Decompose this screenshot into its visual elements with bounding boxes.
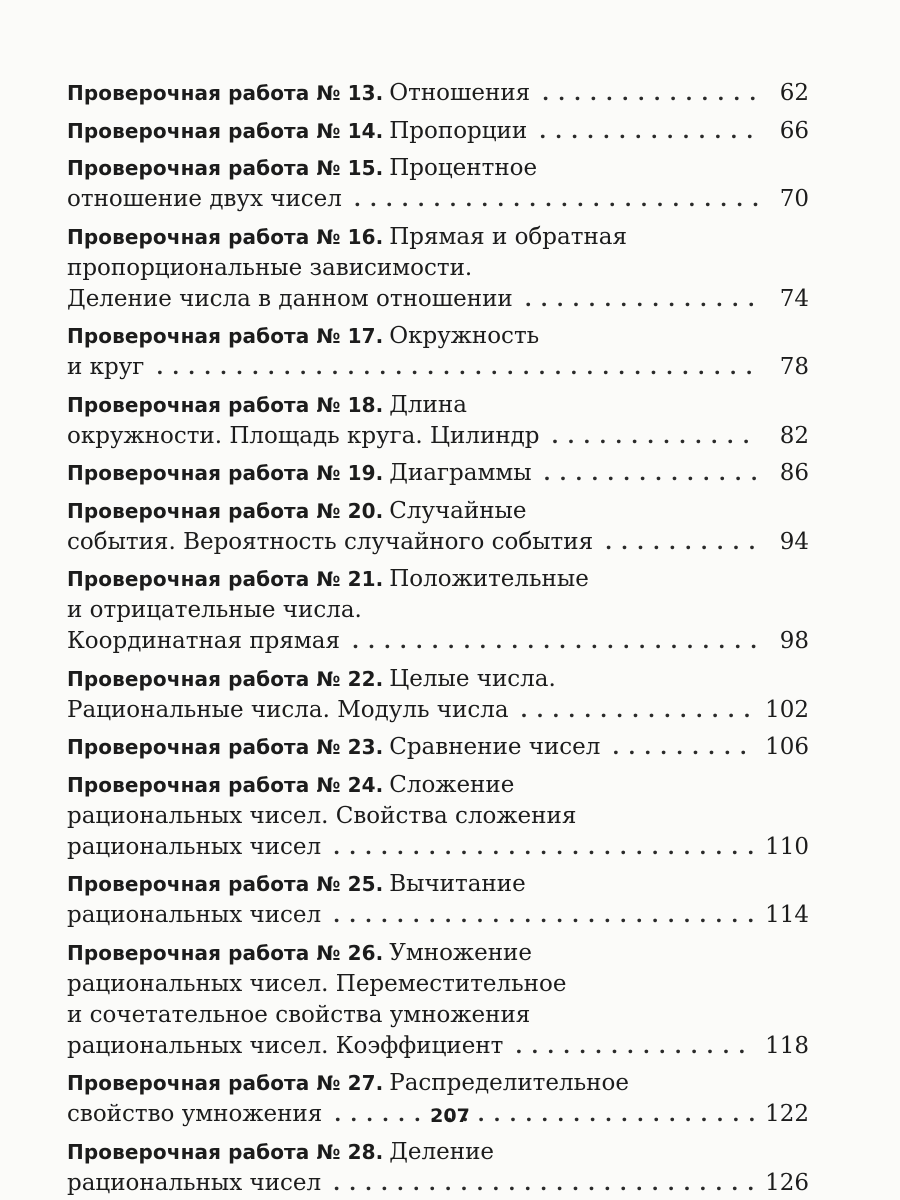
- dot-leader: [333, 832, 755, 863]
- toc-entry-text: [67, 352, 144, 383]
- toc-entry-line: [67, 969, 809, 1000]
- toc-entry: [67, 664, 809, 726]
- toc-entry-title: Сравнение чисел: [389, 734, 601, 760]
- toc-entry-text: [67, 871, 526, 897]
- toc-entry-line: [67, 732, 809, 763]
- toc-entry-line: [67, 869, 809, 900]
- toc-entry-heading: Проверочная работа № 20.: [67, 498, 384, 523]
- toc-entry-heading: Проверочная работа № 16.: [67, 224, 384, 249]
- toc-entry-line: [67, 1000, 809, 1031]
- toc-entry: [67, 869, 809, 931]
- toc-entry-line: [67, 801, 809, 832]
- toc-entry-title: Целые числа.: [389, 665, 556, 692]
- toc-page-number: 118: [765, 1032, 809, 1059]
- toc-page-number: 66: [779, 117, 809, 144]
- toc-entry-title: рациональных чисел: [67, 833, 322, 860]
- toc-entry-title: рациональных чисел. Переместительное: [67, 970, 567, 997]
- dot-leader: [521, 695, 756, 726]
- toc-entry-title: Распределительное: [389, 1070, 629, 1096]
- toc-entry: [67, 564, 809, 657]
- toc-entry-text: [67, 155, 537, 181]
- toc-entry-heading: Проверочная работа № 24.: [67, 772, 384, 797]
- toc-entry: [67, 78, 809, 109]
- toc-page-number: 70: [779, 186, 809, 212]
- toc-page-number: 126: [765, 1169, 809, 1196]
- dot-leader: [333, 900, 755, 931]
- toc-entry-line: [67, 222, 809, 253]
- toc-entry: [67, 321, 809, 383]
- toc-entry: [67, 153, 809, 215]
- toc-entry-title: Рациональные числа. Модуль числа: [67, 696, 509, 723]
- toc-page-number: 106: [765, 734, 809, 760]
- toc-entry-title: Окружность: [389, 323, 540, 349]
- toc-entry: [67, 770, 809, 863]
- toc-entry-title: Отношения: [389, 80, 531, 106]
- toc-entry-heading: Проверочная работа № 15.: [67, 156, 384, 180]
- toc-entry-line: [67, 1031, 809, 1062]
- toc-entry-line: [67, 664, 809, 695]
- toc-entry-text: [67, 1070, 629, 1096]
- toc-entry-text: [67, 732, 600, 763]
- toc-entry-line: [67, 390, 809, 421]
- toc-entry: [67, 390, 809, 452]
- toc-entry-text: [67, 832, 321, 863]
- toc-entry-title: окружности. Площадь круга. Цилиндр: [67, 422, 540, 449]
- toc-entry-heading: Проверочная работа № 26.: [67, 940, 384, 965]
- toc-entry-line: [67, 421, 809, 452]
- toc-entry-title: и отрицательные числа.: [67, 597, 362, 623]
- toc-entry-text: [67, 900, 321, 931]
- toc-entry-heading: Проверочная работа № 14.: [67, 118, 384, 143]
- toc-entry-title: Координатная прямая: [67, 628, 341, 654]
- toc-entry-line: [67, 321, 809, 352]
- toc-entry-line: [67, 900, 809, 931]
- dot-leader: [544, 458, 759, 489]
- toc-entry-line: [67, 184, 809, 215]
- toc-entry-heading: Проверочная работа № 17.: [67, 324, 384, 348]
- toc-entry: [67, 938, 809, 1062]
- toc-entry-title: Процентное: [389, 155, 538, 181]
- toc-entry-title: Случайные: [389, 497, 527, 524]
- toc-entry-heading: Проверочная работа № 22.: [67, 666, 384, 691]
- dot-leader: [525, 284, 759, 315]
- toc-page-number: 62: [779, 80, 809, 106]
- toc-entry-title: Умножение: [389, 939, 532, 966]
- toc-entry-title: Деление числа в данном отношении: [67, 285, 513, 312]
- toc-entry-title: Прямая и обратная: [389, 223, 627, 250]
- toc-entry-heading: Проверочная работа № 27.: [67, 1071, 384, 1095]
- toc-entry-line: [67, 458, 809, 489]
- toc-entry-text: [67, 626, 340, 657]
- toc-page-number: 98: [779, 628, 809, 654]
- toc-entry-line: [67, 116, 809, 147]
- toc-page-number: 74: [779, 285, 809, 312]
- toc-entry-text: [67, 498, 526, 524]
- toc-entry-line: [67, 938, 809, 969]
- toc-entry-title: Сложение: [389, 771, 515, 798]
- toc-entry: [67, 732, 809, 763]
- toc-entry-heading: Проверочная работа № 23.: [67, 735, 384, 759]
- toc-entry-text: [67, 695, 509, 726]
- toc-entry-text: [67, 458, 532, 489]
- toc-entry-text: [67, 772, 514, 798]
- toc-entry-title: Пропорции: [389, 117, 528, 144]
- toc-entry-text: [67, 255, 472, 281]
- toc-entry-line: [67, 595, 809, 626]
- toc-entry-line: [67, 626, 809, 657]
- toc-entry-heading: Проверочная работа № 21.: [67, 567, 384, 591]
- toc-entry-line: [67, 496, 809, 527]
- toc-entry-text: [67, 116, 527, 147]
- toc-page-number: 78: [779, 354, 809, 380]
- toc-entry-title: свойство умножения: [67, 1101, 323, 1127]
- toc-entry-text: [67, 1031, 503, 1062]
- toc-entry-title: Вычитание: [389, 871, 526, 897]
- toc-entry-heading: Проверочная работа № 28.: [67, 1139, 384, 1164]
- toc-entry-text: [67, 666, 556, 692]
- toc-entry-text: [67, 284, 513, 315]
- toc-entry-line: [67, 1068, 809, 1099]
- toc-entry-text: [67, 527, 593, 558]
- toc-entry-line: [67, 564, 809, 595]
- dot-leader: [605, 527, 759, 558]
- toc-entry: [67, 222, 809, 315]
- toc-entry-line: [67, 770, 809, 801]
- toc-entry-text: [67, 323, 539, 349]
- dot-leader: [552, 421, 759, 452]
- toc-entry-title: рациональных чисел. Коэффициент: [67, 1032, 504, 1059]
- table-of-contents: [67, 78, 809, 1200]
- toc-entry-line: [67, 1168, 809, 1199]
- toc-entry-line: [67, 832, 809, 863]
- toc-entry-text: [67, 940, 532, 966]
- dot-leader: [612, 732, 755, 763]
- toc-entry-heading: Проверочная работа № 18.: [67, 392, 384, 417]
- toc-entry-line: [67, 253, 809, 284]
- toc-entry-title: и сочетательное свойства умножения: [67, 1001, 531, 1028]
- toc-entry-title: рациональных чисел: [67, 902, 322, 928]
- toc-entry-line: [67, 153, 809, 184]
- toc-entry-text: [67, 421, 540, 452]
- dot-leader: [354, 184, 759, 215]
- toc-entry: [67, 1137, 809, 1199]
- toc-page-number: 102: [765, 696, 809, 723]
- dot-leader: [352, 626, 759, 657]
- toc-entry-text: [67, 566, 589, 592]
- toc-entry-line: [67, 695, 809, 726]
- dot-leader: [515, 1031, 755, 1062]
- toc-page-number: 122: [765, 1101, 809, 1127]
- toc-page-number: 94: [779, 528, 809, 555]
- dot-leader: [539, 116, 759, 147]
- toc-entry-title: рациональных чисел. Свойства сложения: [67, 802, 577, 829]
- toc-entry-title: рациональных чисел: [67, 1169, 322, 1196]
- toc-entry-text: [67, 78, 530, 109]
- toc-entry-text: [67, 1002, 530, 1028]
- toc-entry-line: [67, 284, 809, 315]
- toc-entry-text: [67, 392, 467, 418]
- toc-page-number: 82: [779, 422, 809, 449]
- toc-entry-heading: Проверочная работа № 25.: [67, 872, 384, 896]
- toc-entry-title: отношение двух чисел: [67, 186, 342, 212]
- dot-leader: [156, 352, 759, 383]
- toc-entry-title: Деление: [389, 1138, 495, 1165]
- toc-entry-title: пропорциональные зависимости.: [67, 254, 473, 281]
- toc-entry-title: Положительные: [389, 566, 589, 592]
- toc-entry-text: [67, 597, 362, 623]
- toc-entry-title: события. Вероятность случайного события: [67, 528, 594, 555]
- toc-entry: [67, 458, 809, 489]
- toc-entry-line: [67, 1137, 809, 1168]
- toc-entry-text: [67, 224, 627, 250]
- toc-page-number: 110: [765, 833, 809, 860]
- toc-entry-title: Длина: [389, 391, 467, 418]
- toc-entry-line: [67, 527, 809, 558]
- toc-entry-text: [67, 1168, 321, 1199]
- toc-entry-text: [67, 1139, 494, 1165]
- toc-page-number: 114: [765, 902, 809, 928]
- toc-entry-title: и круг: [67, 354, 145, 380]
- toc-page-number: 86: [779, 460, 809, 486]
- toc-entry-text: [67, 803, 576, 829]
- page-number: 207: [430, 1105, 470, 1127]
- toc-entry-text: [67, 184, 342, 215]
- toc-entry: [67, 496, 809, 558]
- toc-entry: [67, 116, 809, 147]
- toc-entry-line: [67, 352, 809, 383]
- dot-leader: [333, 1168, 755, 1199]
- toc-entry-heading: Проверочная работа № 13.: [67, 81, 384, 105]
- dot-leader: [542, 78, 759, 109]
- toc-entry-text: [67, 971, 566, 997]
- toc-entry-heading: Проверочная работа № 19.: [67, 461, 384, 485]
- toc-entry-title: Диаграммы: [389, 460, 532, 486]
- toc-entry-line: [67, 78, 809, 109]
